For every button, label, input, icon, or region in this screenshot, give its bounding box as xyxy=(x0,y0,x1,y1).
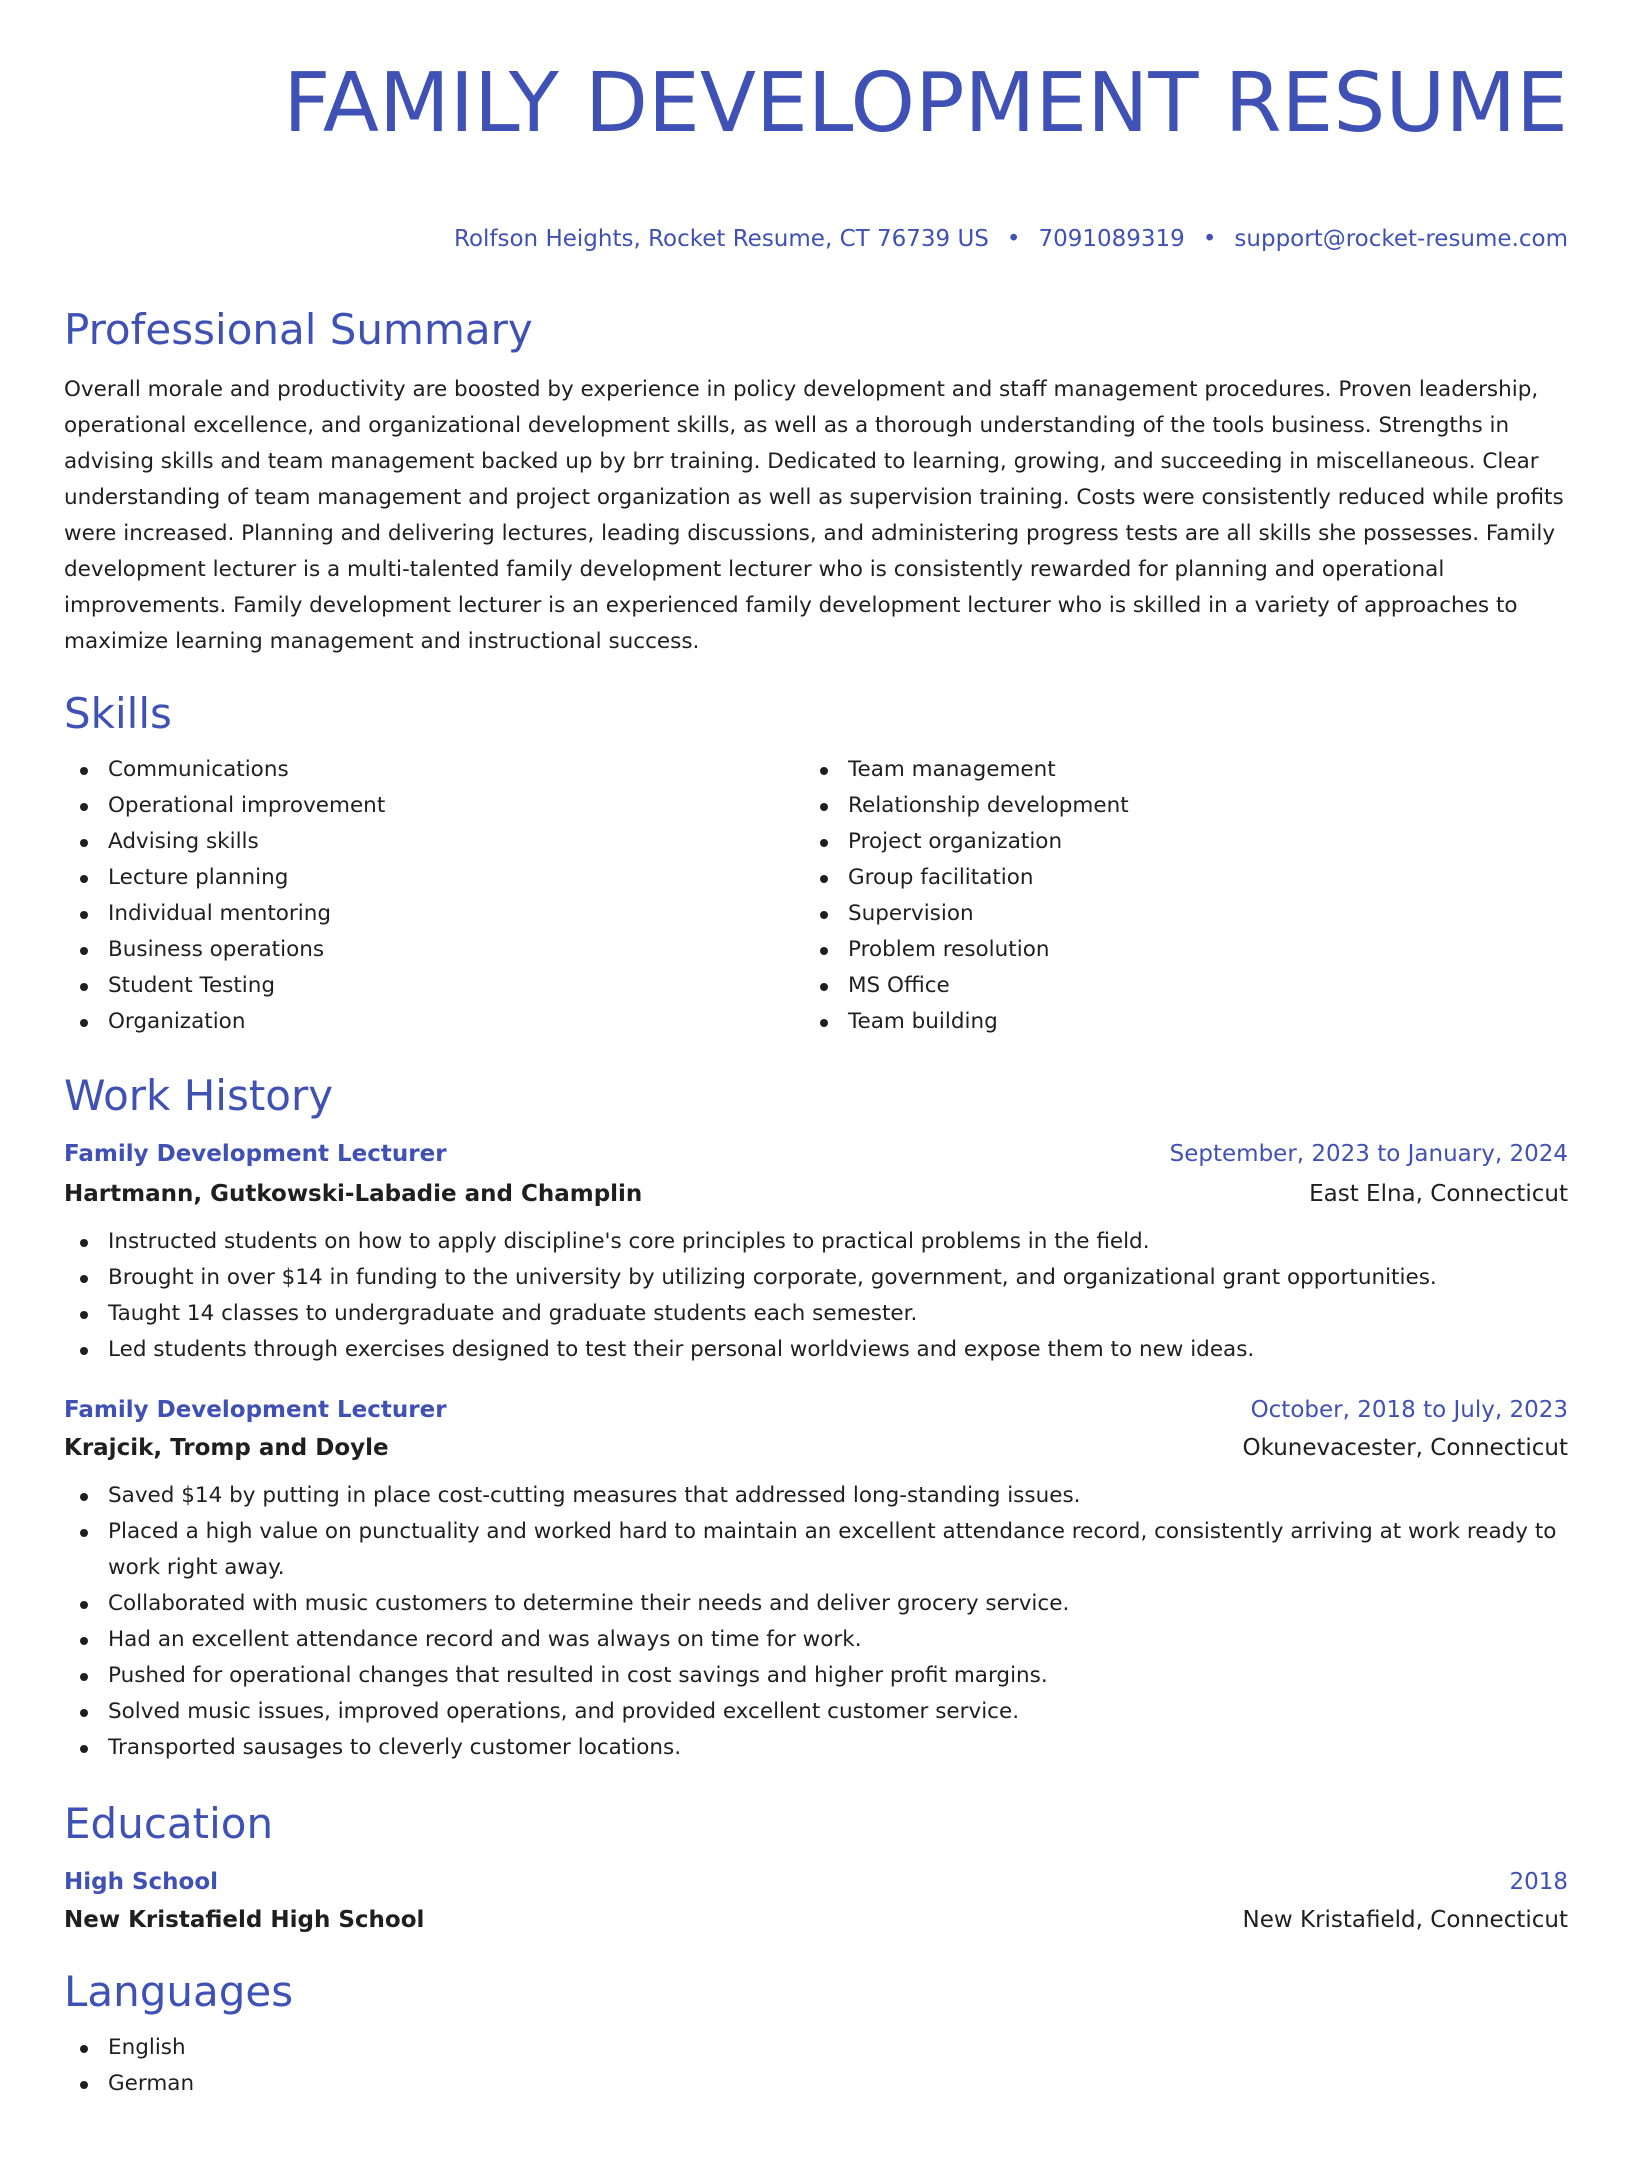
summary-section xyxy=(64,304,1568,660)
job-bullet: Solved music issues, improved operations, and provided excellent customer service. xyxy=(64,1694,1568,1730)
skill-item: Communications xyxy=(64,752,804,788)
skill-item: Business operations xyxy=(64,932,804,968)
education-year: 2018 xyxy=(1509,1869,1568,1895)
job-bullet: Collaborated with music customers to determine their needs and deliver grocery service. xyxy=(64,1586,1568,1622)
education-section xyxy=(64,1798,1568,1936)
skill-item: MS Office xyxy=(804,968,1129,1004)
skill-item: Lecture planning xyxy=(64,860,804,896)
education-location: New Kristafield, Connecticut xyxy=(1242,1907,1568,1933)
skill-item: Student Testing xyxy=(64,968,804,1004)
skills-heading: Skills xyxy=(64,689,172,738)
language-item: English xyxy=(64,2030,1568,2066)
job-employer: Hartmann, Gutkowski-Labadie and Champlin xyxy=(64,1181,643,1207)
job-bullet: Brought in over $14 in funding to the university by utilizing corporate, government, and organizational grant opportunities. xyxy=(64,1260,1568,1296)
job-employer-row xyxy=(64,1432,1568,1464)
contact-email: support@rocket-resume.com xyxy=(1234,226,1568,252)
summary-text: Overall morale and productivity are boosted by experience in policy development and staff management procedures. Proven leadership, operational excellence, and organizational development skills, as well as a thorough understanding of the tools business. Strengths in advising skills and team management backed up by brr training. Dedicated to learning, growing, and succeeding in miscellaneous. Clear understanding of team management and project organization as well as supervision training. Costs were consistently reduced while profits were increased. Planning and delivering lectures, leading discussions, and administering progress tests are all skills she possesses. Family development lecturer is a multi-talented family development lecturer who is consistently rewarded for planning and operational improvements. Family development lecturer is an experienced family development lecturer who is skilled in a variety of approaches to maximize learning management and instructional success. xyxy=(64,377,1564,654)
job-bullet: Placed a high value on punctuality and worked hard to maintain an excellent attendance record, consistently arriving at work ready to work right away. xyxy=(64,1514,1568,1586)
contact-separator: • xyxy=(1006,226,1021,252)
job-title: Family Development Lecturer xyxy=(64,1141,447,1167)
language-item: German xyxy=(64,2066,1568,2102)
skill-item: Team building xyxy=(804,1004,1129,1040)
languages-heading: Languages xyxy=(64,1967,294,2016)
job-bullets xyxy=(64,1224,1568,1368)
job-location: East Elna, Connecticut xyxy=(1309,1181,1568,1207)
job-employer-row xyxy=(64,1178,1568,1210)
skills-section xyxy=(64,688,1568,1040)
job-location: Okunevacester, Connecticut xyxy=(1242,1435,1568,1461)
skill-item: Individual mentoring xyxy=(64,896,804,932)
skill-item: Organization xyxy=(64,1004,804,1040)
skills-grid xyxy=(64,752,1568,1040)
job-bullets xyxy=(64,1478,1568,1766)
work-history-section xyxy=(64,1070,1568,1766)
education-degree: High School xyxy=(64,1869,219,1895)
job-dates: September, 2023 to January, 2024 xyxy=(1169,1141,1568,1167)
job-title-row xyxy=(64,1394,1568,1426)
skills-list-left xyxy=(64,752,804,1040)
languages-list xyxy=(64,2030,1568,2102)
job-employer: Krajcik, Tromp and Doyle xyxy=(64,1435,389,1461)
languages-section xyxy=(64,1966,1568,2102)
job-bullet: Instructed students on how to apply discipline's core principles to practical problems in the field. xyxy=(64,1224,1568,1260)
job-dates: October, 2018 to July, 2023 xyxy=(1250,1397,1568,1423)
job-bullet: Transported sausages to cleverly customer locations. xyxy=(64,1730,1568,1766)
job-bullet: Pushed for operational changes that resulted in cost savings and higher profit margins. xyxy=(64,1658,1568,1694)
skill-item: Advising skills xyxy=(64,824,804,860)
job-entry xyxy=(64,1138,1568,1368)
summary-heading: Professional Summary xyxy=(64,305,533,354)
work-history-heading: Work History xyxy=(64,1071,334,1120)
job-title: Family Development Lecturer xyxy=(64,1397,447,1423)
education-heading: Education xyxy=(64,1799,274,1848)
contact-address: Rolfson Heights, Rocket Resume, CT 76739 US xyxy=(454,226,989,252)
job-bullet: Taught 14 classes to undergraduate and graduate students each semester. xyxy=(64,1296,1568,1332)
skill-item: Problem resolution xyxy=(804,932,1129,968)
education-school-row xyxy=(64,1904,1568,1936)
job-entry xyxy=(64,1394,1568,1766)
job-bullet: Had an excellent attendance record and was always on time for work. xyxy=(64,1622,1568,1658)
contact-separator: • xyxy=(1202,226,1217,252)
skill-item: Project organization xyxy=(804,824,1129,860)
skill-item: Relationship development xyxy=(804,788,1129,824)
contact-line xyxy=(64,224,1568,254)
education-degree-row xyxy=(64,1866,1568,1898)
resume-title: FAMILY DEVELOPMENT RESUME xyxy=(283,56,1568,151)
job-bullet: Saved $14 by putting in place cost-cutting measures that addressed long-standing issues. xyxy=(64,1478,1568,1514)
job-bullet: Led students through exercises designed to test their personal worldviews and expose them to new ideas. xyxy=(64,1332,1568,1368)
education-school: New Kristafield High School xyxy=(64,1907,425,1933)
contact-phone: 7091089319 xyxy=(1038,226,1185,252)
resume-page xyxy=(0,52,1632,2164)
skill-item: Supervision xyxy=(804,896,1129,932)
skill-item: Team management xyxy=(804,752,1129,788)
job-title-row xyxy=(64,1138,1568,1170)
skill-item: Operational improvement xyxy=(64,788,804,824)
skills-list-right xyxy=(804,752,1129,1040)
skill-item: Group facilitation xyxy=(804,860,1129,896)
